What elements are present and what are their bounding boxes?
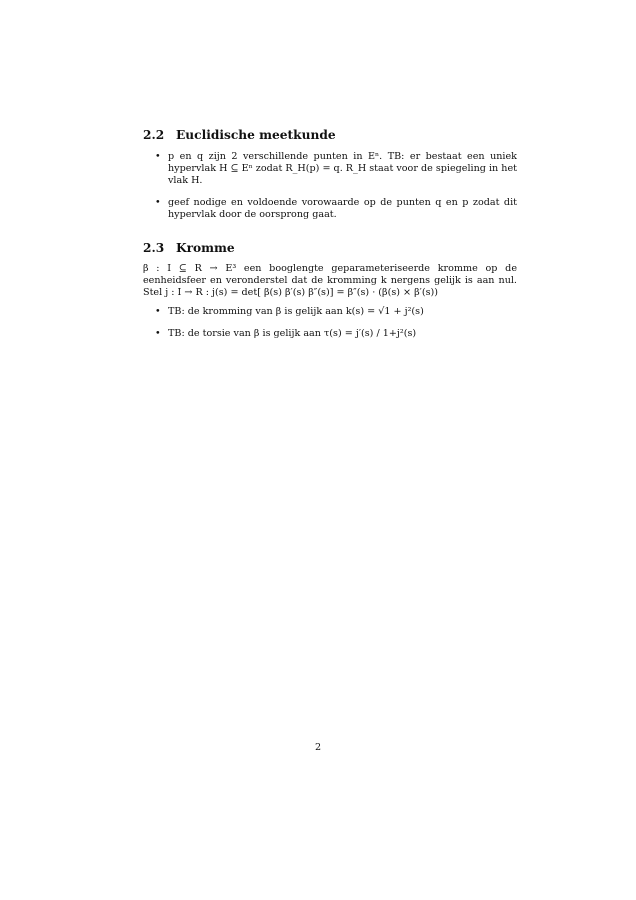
kromme-paragraph: β : I ⊆ R → E³ een booglengte geparameteriseerde kromme op de eenheidsfeer en veronderstel dat de kromming k nergens gelijk is aan nul. Stel j : I → R : j(s) = det[ β(s) β′(s) β″(s)] = β″(s) · (β(s) × β′(s)) bbox=[143, 263, 517, 299]
page-number: 2 bbox=[314, 742, 322, 753]
bullet-icon: • bbox=[155, 196, 161, 208]
bullet-icon: • bbox=[155, 151, 161, 162]
page-content bbox=[143, 128, 517, 340]
list-item bbox=[143, 197, 517, 221]
list-item-text: p en q zijn 2 verschillende punten in Eⁿ. TB: er bestaat een uniek hypervlak H ⊆ Eⁿ zodat R_H(p) = q. R_H staat voor de spiegeling in het vlak H. bbox=[168, 151, 517, 187]
section-title: Euclidische meetkunde bbox=[176, 128, 336, 142]
list-item-text: TB: de torsie van β is gelijk aan τ(s) = j′(s) / 1+j²(s) bbox=[168, 328, 417, 340]
list-item-text: geef nodige en voldoende vorowaarde op de punten q en p zodat dit hypervlak door de oorsprong gaat. bbox=[168, 196, 517, 220]
bullet-icon: • bbox=[155, 328, 161, 340]
section-title: Kromme bbox=[176, 241, 235, 255]
list-item bbox=[143, 328, 517, 340]
section-heading-euclidische bbox=[143, 128, 517, 142]
section-heading-kromme bbox=[143, 241, 235, 255]
list-item-text: TB: de kromming van β is gelijk aan k(s) = √1 + j²(s) bbox=[168, 306, 424, 317]
kromme-bullet-list bbox=[143, 306, 517, 340]
section-number: 2.3 bbox=[143, 241, 165, 255]
list-item bbox=[143, 151, 517, 188]
list-item bbox=[143, 306, 517, 318]
euclidische-bullet-list bbox=[143, 151, 517, 221]
section-number: 2.2 bbox=[143, 128, 165, 142]
bullet-icon: • bbox=[155, 306, 161, 317]
